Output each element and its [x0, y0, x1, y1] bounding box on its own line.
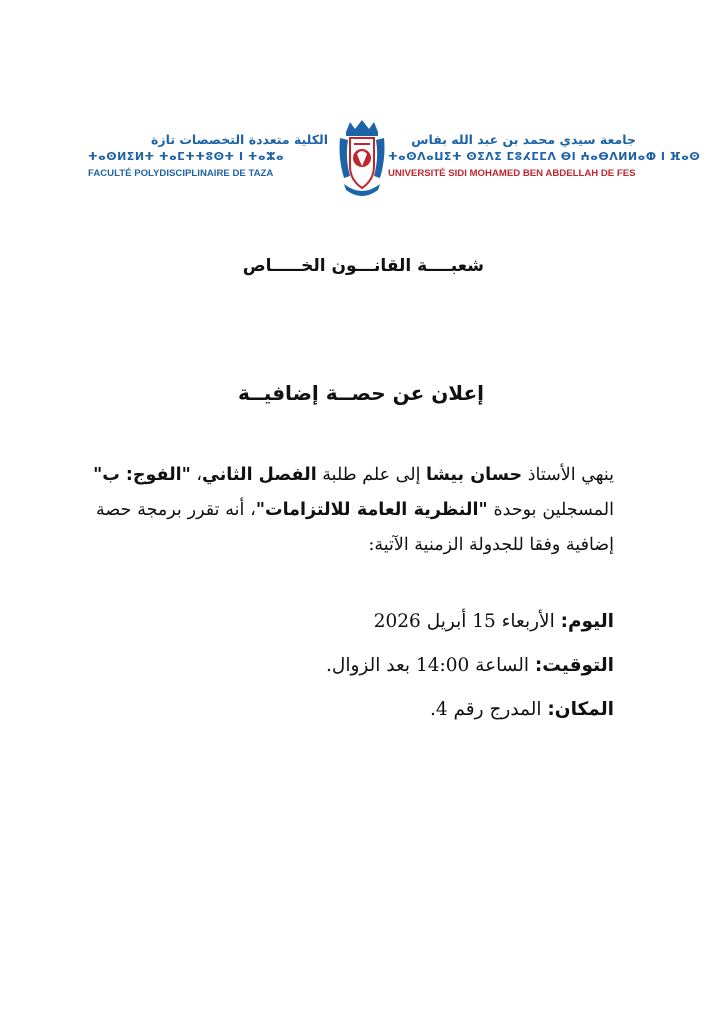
body-text-fragment: إلى علم طلبة: [316, 465, 427, 485]
body-line-2: [96, 493, 614, 528]
body-text-fragment: المسجلين بوحدة: [487, 500, 614, 520]
day-value: الأربعاء 15 أبريل 2026: [373, 611, 561, 632]
university-block: [388, 132, 701, 180]
body-text-fragment: ينهي الأستاذ: [522, 465, 614, 485]
university-name-arabic: جامعة سيدي محمد بن عبد الله بفاس: [411, 132, 636, 147]
place-label: المكان:: [547, 699, 614, 720]
university-crest-icon: [336, 118, 388, 198]
body-line-3: إضافية وفقا للجدولة الزمنية الآتية:: [368, 535, 614, 555]
faculty-block: [88, 132, 328, 180]
announcement-body: [93, 458, 614, 563]
place-row: [326, 688, 614, 732]
body-line-1: [93, 458, 614, 493]
faculty-name-french: FACULTÉ POLYDISCIPLINAIRE DE TAZA: [88, 168, 274, 179]
body-text-fragment: ، أنه تقرر برمجة حصة: [96, 500, 256, 520]
place-value: المدرج رقم 4.: [429, 699, 548, 720]
group-name: "الفوج: ب": [93, 465, 191, 485]
professor-name: حسان بيشا: [426, 465, 523, 485]
university-name-tifinagh: ⵜⴰⵙⴷⴰⵡⵉⵜ ⵙⵉⴷⵉ ⵎⵓⵃⵎⵎⴷ ⴱⵏ ⵄⴰⴱⴷⵍⵍⴰⵀ ⵏ ⴼⴰⵙ: [388, 150, 701, 163]
time-label: التوقيت:: [534, 655, 614, 676]
faculty-name-tifinagh: ⵜⴰⵙⵍⵉⵍⵜ ⵜⴰⵎⵜⵜⵓⵙⵜ ⵏ ⵜⴰⵣⴰ: [88, 150, 285, 163]
university-name-french: UNIVERSITÉ SIDI MOHAMED BEN ABDELLAH DE FES: [388, 168, 636, 179]
faculty-name-arabic: الكلية متعددة التخصصات تازة: [151, 132, 328, 147]
body-text-fragment: ،: [190, 465, 203, 485]
semester-name: الفصل الثاني: [202, 465, 317, 485]
time-row: [326, 644, 614, 688]
session-details: [326, 600, 614, 732]
letterhead: [88, 118, 701, 198]
day-label: اليوم:: [560, 611, 614, 632]
announcement-title: إعلان عن حصــة إضافيــة: [238, 381, 484, 405]
time-value: الساعة 14:00 بعد الزوال.: [326, 655, 535, 676]
module-name: "النظرية العامة للالتزامات": [255, 500, 488, 520]
day-row: [326, 600, 614, 644]
department-heading: شعبــــة القانـــون الخـــــاص: [242, 256, 484, 276]
